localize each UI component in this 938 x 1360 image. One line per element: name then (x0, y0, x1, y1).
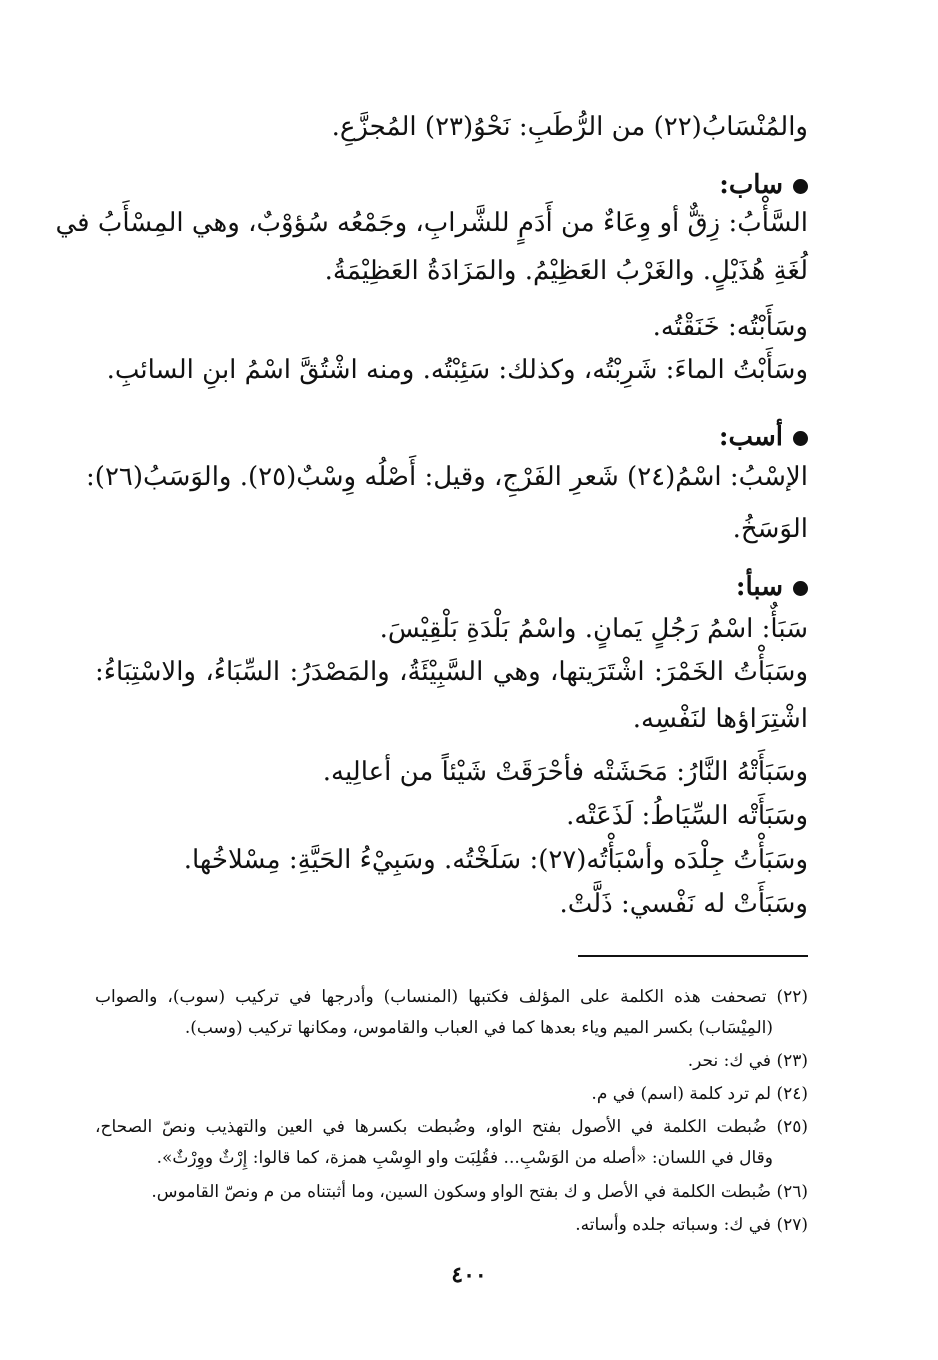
footnote-23: (٢٣) في ك: نحر. (687, 1051, 808, 1071)
entry-line-saab-2: لُغَةِ هُذَيْلٍ. والغَرْبُ العَظِيْمُ. والمَزَادَةُ العَظِيْمَةُ. (324, 256, 808, 286)
footnote-27: (٢٧) في ك: وسباته جلده وأساته. (575, 1215, 808, 1235)
entry-line-asab-1: الإسْبُ: اسْمُ(٢٤) شَعرِ الفَرْجِ، وقيل: أَصْلُه وِسْبٌ(٢٥). والوَسَبُ(٢٦): (86, 462, 808, 492)
bullet-icon (793, 179, 808, 194)
footnote-22-line-2: (المِيْسَاب) بكسر الميم وياء بعدها كما في العباب والقاموس، ومكانها تركيب (وسب). (184, 1018, 773, 1038)
entry-heading-saab (719, 168, 808, 202)
entry-line-saba-4: وسَبَأَتْهُ النَّارُ: مَحَشَتْه فأحْرَقَتْ شَيْئاً من أعالِيه. (322, 757, 808, 787)
entry-line-saab-1: السَّأْبُ: زِقٌّ أو وِعَاءٌ من أَدَمٍ للشَّرابِ، وجَمْعُه سُؤوْبٌ، وهي المِسْأَبُ في (55, 208, 808, 238)
heading-text: أسب: (718, 422, 783, 452)
entry-line-saba-3: اشْتِرَاؤها لنَفْسِه. (632, 704, 808, 734)
bullet-icon (793, 581, 808, 596)
entry-line-saba-1: سَبَأٌ: اسْمُ رَجُلٍ يَمانٍ. واسْمُ بَلْدَةِ بَلْقِيْسَ. (379, 614, 808, 644)
entry-line-saba-6: وسَبَأْتُ جِلْدَه وأسْبَأْتُه(٢٧): سَلَخْتُه. وسَبِيْءُ الحَيَّةِ: مِسْلاخُها. (183, 845, 808, 875)
entry-line-saba-5: وسَبَأَتْه السِّيَاطُ: لَذَعَتْه. (566, 801, 808, 831)
footnote-25-line-2: وقال في اللسان: «أصله من الوَسْبِ... فقُلِبَت واو الوِسْبِ همزة، كما قالوا: إِرْثٌ ووِرْثٌ». (156, 1148, 773, 1168)
footnote-24: (٢٤) لم ترد كلمة (اسم) في م. (591, 1084, 808, 1104)
footnote-separator (578, 955, 808, 957)
entry-heading-asab (719, 420, 808, 454)
entry-line-asab-2: الوَسَخُ. (732, 514, 808, 544)
heading-text: سبأ: (735, 572, 783, 602)
entry-line-saba-2: وسَبَأْتُ الخَمْرَ: اشْتَرَيتها، وهي السَّبِيْئَةُ، والمَصْدَرُ: السِّبَاءُ، والاسْتِبَاءُ: (95, 657, 808, 687)
footnote-22-line-1: (٢٢) تصحفت هذه الكلمة على المؤلف فكتبها (المنساب) وأدرجها في تركيب (سوب)، والصواب (95, 987, 808, 1007)
bullet-icon (793, 431, 808, 446)
page-number: ٤٠٠ (451, 1262, 487, 1288)
heading-text: ساب: (719, 170, 783, 200)
entry-line-munsab: والمُنْسَابُ(٢٢) من الرُّطَبِ: نَحْوُ(٢٣) المُجزَّعِ. (331, 112, 808, 142)
entry-line-saba-7: وسَبَأَتْ له نَفْسي: ذَلَّتْ. (559, 889, 808, 919)
entry-line-saab-4: وسَأَبْتُ الماءَ: شَرِبْتُه، وكذلك: سَئِبْتُه. ومنه اشْتُقَّ اسْمُ ابنِ السائبِ. (106, 355, 808, 385)
entry-heading-saba (736, 570, 808, 604)
footnote-25-line-1: (٢٥) ضُبطت الكلمة في الأصول بفتح الواو، وضُبطت بكسرها في العين والتهذيب ونصّ الصحاح، (95, 1117, 808, 1137)
entry-line-saab-3: وسَأَبْتُه: خَنَقْتُه. (652, 312, 808, 342)
footnote-26: (٢٦) ضُبطت الكلمة في الأصل و ك بفتح الواو وسكون السين، وما أثبتناه من م ونصّ القاموس. (151, 1182, 808, 1202)
